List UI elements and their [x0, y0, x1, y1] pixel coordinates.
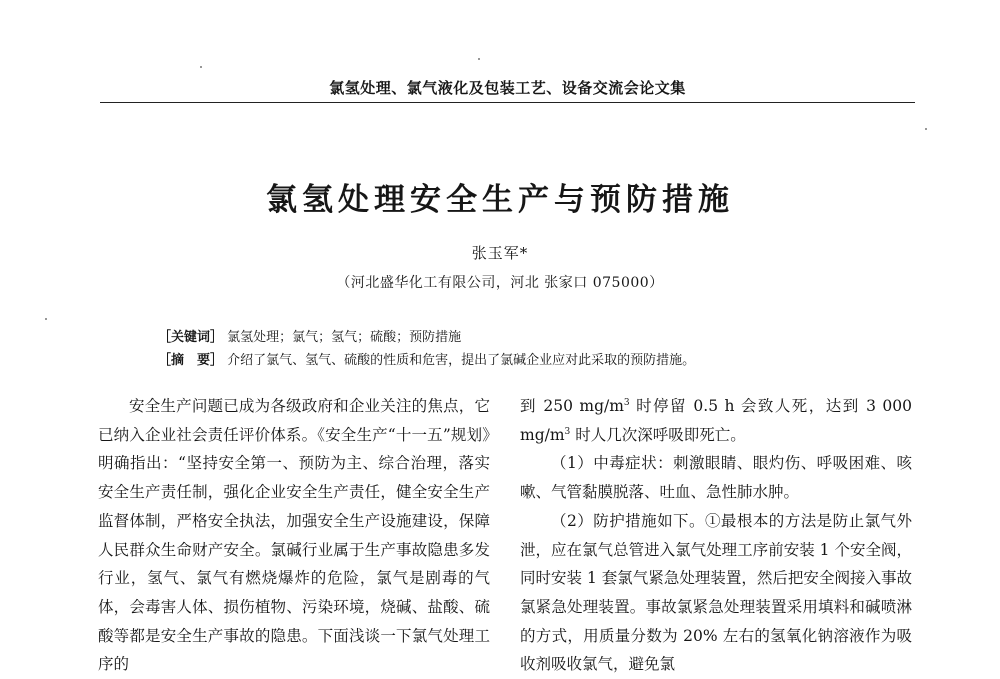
left-column [98, 392, 490, 679]
body-paragraph: 安全生产问题已成为各级政府和企业关注的焦点，它已纳入企业社会责任评价体系。《安全生产“十一五”规划》明确指出：“坚持安全第一、预防为主、综合治理，落实安全生产责任制，强化企业安全生产责任，健全安全生产监督体制，严格安全执法，加强安全生产设施建设，保障人民群众生命财产安全。氯碱行业属于生产事故隐患多发行业，氢气、氯气有燃烧爆炸的危险，氯气是剧毒的气体，会毒害人体、损伤植物、污染环境，烧碱、盐酸、硫酸等都是安全生产事故的隐患。下面浅谈一下氯气处理工序的 [98, 397, 490, 674]
keywords-text: 氯氢处理；氯气；氢气；硫酸；预防措施 [227, 330, 462, 345]
article-title: 氯氢处理安全生产与预防措施 [266, 182, 734, 218]
keywords-label: ［关键词］ [158, 330, 224, 345]
body-paragraph [520, 392, 912, 449]
text-run: 时人几次深呼吸即死亡。 [570, 425, 746, 444]
scan-speck [478, 58, 480, 60]
affiliation: （河北盛华化工有限公司，河北 张家口 075000） [336, 275, 664, 291]
scan-speck [45, 318, 47, 320]
body-paragraph: （2）防护措施如下。①最根本的方法是防止氯气外泄，应在氯气总管进入氯气处理工序前安装 1 个安全阀，同时安装 1 套氯气紧急处理装置，然后把安全阀接入事故氯紧急处理装置。事故氯紧急处理装置采用填料和碱喷淋的方式，用质量分数为 20% 左右的氢氧化钠溶液作为吸收剂吸收氯气，避免氯 [520, 511, 912, 674]
header-rule [100, 102, 915, 103]
abstract-label: ［摘 要］ [158, 353, 224, 368]
scan-speck [200, 66, 202, 68]
abstract-text: 介绍了氯气、氢气、硫酸的性质和危害，提出了氯碱企业应对此采取的预防措施。 [227, 353, 696, 368]
text-run: 到 250 mg/m [520, 397, 624, 415]
superscript: 3 [623, 397, 630, 408]
body-paragraph: （1）中毒症状：刺激眼睛、眼灼伤、呼吸困难、咳嗽、气管黏膜脱落、吐血、急性肺水肿。 [520, 454, 912, 502]
abstract-line [158, 349, 695, 368]
right-column [520, 392, 912, 679]
scan-speck [925, 128, 927, 130]
keywords-line [158, 326, 461, 345]
text-run: 时停留 0.5 h 会致人死，达到 3 000 mg/m [520, 397, 912, 444]
running-header: 氯氢处理、氯气液化及包装工艺、设备交流会论文集 [329, 79, 686, 97]
superscript: 3 [564, 426, 571, 437]
author: 张玉军* [471, 244, 529, 262]
